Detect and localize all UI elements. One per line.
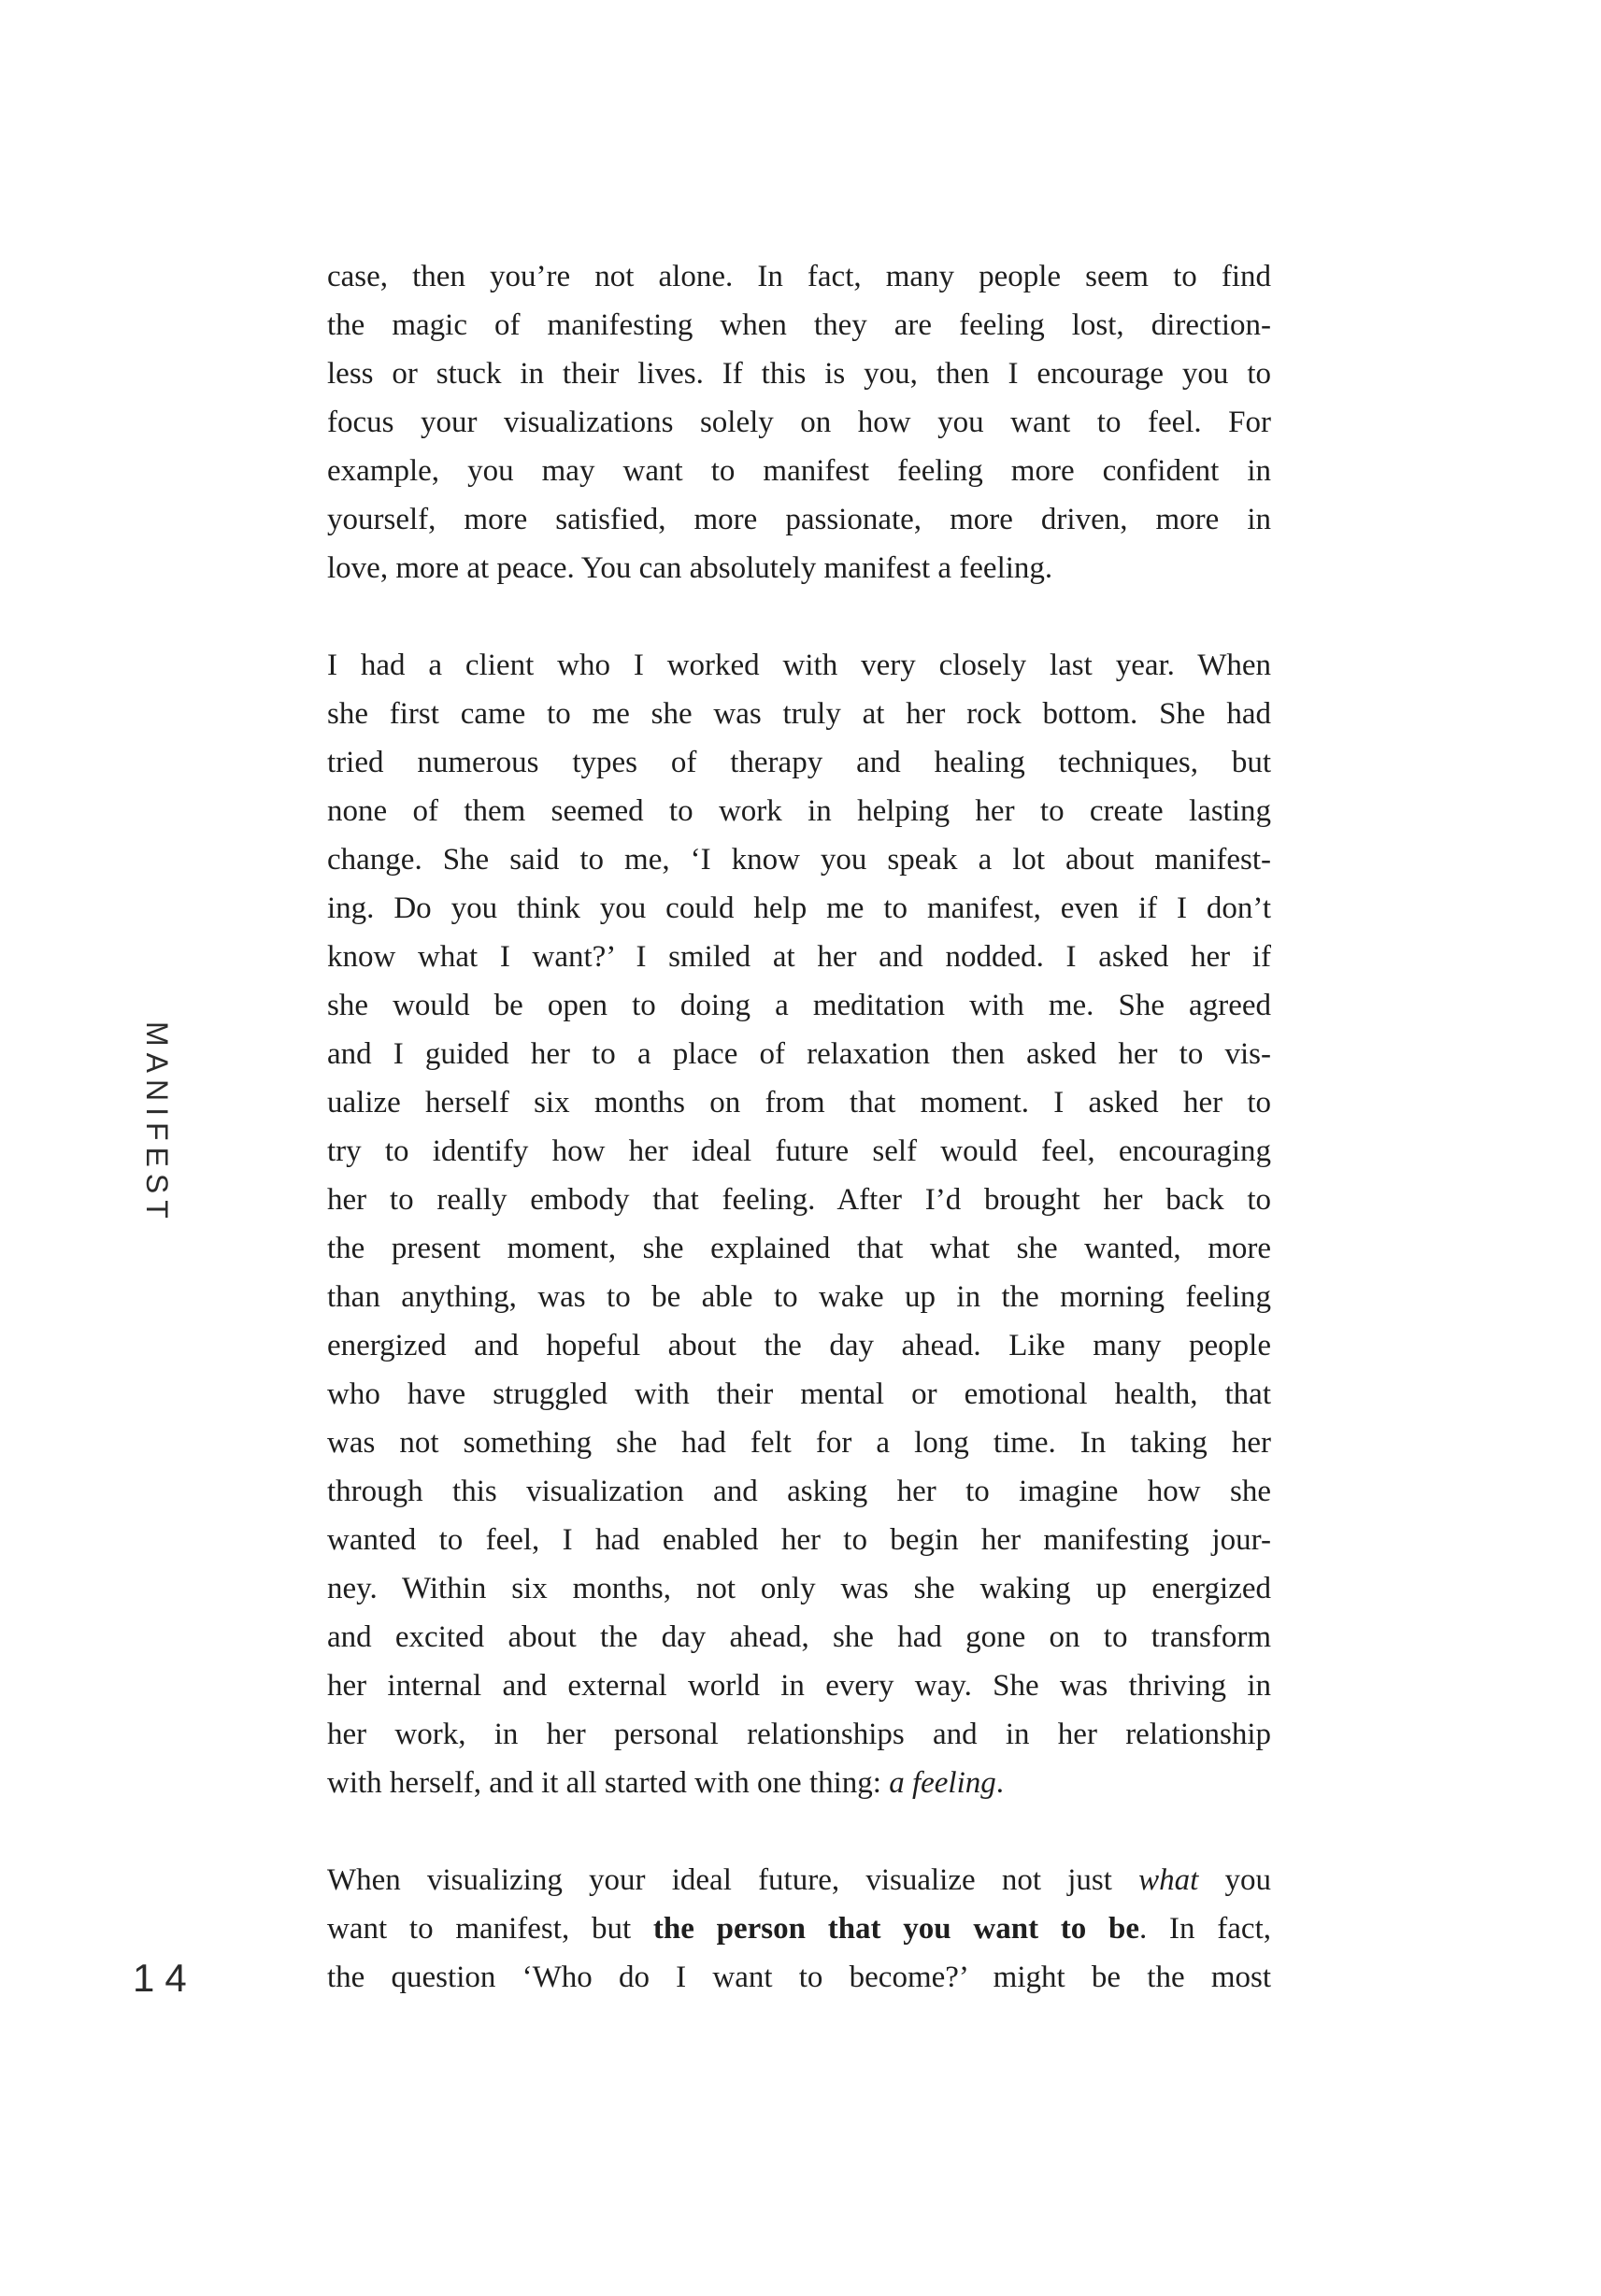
text-segment: she would be open to doing a meditation with me. She agreed [327,989,1271,1022]
text-line [327,835,1271,884]
text-segment: you [1198,1863,1272,1897]
text-segment: and I guided her to a place of relaxation then asked her to vis- [327,1037,1271,1071]
text-segment: example, you may want to manifest feeling more confident in [327,454,1271,488]
text-segment: through this visualization and asking her to imagine how she [327,1475,1271,1508]
text-line [327,981,1271,1030]
text-line [327,1564,1271,1613]
page-number: 14 [133,1956,197,2000]
text-line [327,884,1271,933]
text-line [327,349,1271,398]
text-segment: try to identify how her ideal future self would feel, encouraging [327,1134,1271,1168]
text-line [327,787,1271,835]
text-segment: know what I want?’ I smiled at her and nodded. I asked her if [327,940,1271,974]
text-segment: less or stuck in their lives. If this is you, then I encourage you to [327,357,1271,391]
italic-text: a feeling [889,1766,996,1800]
text-line [327,495,1271,544]
text-line [327,398,1271,447]
text-line [327,1613,1271,1661]
text-segment: want to manifest, but [327,1912,653,1946]
text-line [327,1904,1271,1953]
text-segment: the present moment, she explained that what she wanted, more [327,1232,1271,1265]
paragraph [327,1856,1271,2002]
text-line [327,1759,1271,1807]
text-line [327,641,1271,690]
text-line [327,933,1271,981]
text-segment: wanted to feel, I had enabled her to begin her manifesting jour- [327,1523,1271,1557]
text-segment: change. She said to me, ‘I know you speak a lot about manifest- [327,843,1271,877]
text-segment: tried numerous types of therapy and healing techniques, but [327,746,1271,779]
text-segment: ing. Do you think you could help me to manifest, even if I don’t [327,891,1271,925]
spine-title: MANIFEST [140,1021,174,1225]
text-line [327,1419,1271,1467]
body-text [327,252,1271,2002]
text-line [327,1516,1271,1564]
text-line [327,544,1271,592]
text-segment: energized and hopeful about the day ahead. Like many people [327,1329,1271,1362]
text-segment: focus your visualizations solely on how you want to feel. For [327,406,1271,439]
text-segment: I had a client who I worked with very closely last year. When [327,649,1271,682]
text-line [327,447,1271,495]
text-line [327,252,1271,301]
text-line [327,1953,1271,2002]
text-segment: she first came to me she was truly at her rock bottom. She had [327,697,1271,731]
text-segment: none of them seemed to work in helping her to create lasting [327,794,1271,828]
text-segment: case, then you’re not alone. In fact, many people seem to find [327,260,1271,293]
text-line [327,301,1271,349]
text-segment: When visualizing your ideal future, visualize not just [327,1863,1139,1897]
text-segment: . In fact, [1139,1912,1271,1946]
text-line [327,1467,1271,1516]
text-segment: her to really embody that feeling. After I’d brought her back to [327,1183,1271,1217]
text-line [327,1321,1271,1370]
italic-text: what [1138,1863,1199,1897]
text-segment: who have struggled with their mental or emotional health, that [327,1377,1271,1411]
text-line [327,1273,1271,1321]
text-segment: the magic of manifesting when they are feeling lost, direction- [327,308,1271,342]
text-segment: ualize herself six months on from that moment. I asked her to [327,1086,1271,1119]
text-line [327,690,1271,738]
text-segment: the question ‘Who do I want to become?’ might be the most [327,1961,1271,1994]
text-segment: her internal and external world in every way. She was thriving in [327,1669,1271,1703]
text-line [327,738,1271,787]
text-line [327,1856,1271,1904]
text-segment: with herself, and it all started with one thing: [327,1766,890,1800]
text-segment: ney. Within six months, not only was she waking up energized [327,1572,1271,1605]
text-line [327,1127,1271,1176]
text-segment: . [995,1766,1005,1800]
text-line [327,1030,1271,1078]
bold-text: the person that you want to be [652,1912,1140,1946]
text-segment: and excited about the day ahead, she had gone on to transform [327,1620,1271,1654]
text-line [327,1370,1271,1419]
text-line [327,1078,1271,1127]
text-segment: than anything, was to be able to wake up in the morning feeling [327,1280,1271,1314]
paragraph [327,252,1271,592]
text-line [327,1710,1271,1759]
text-segment: her work, in her personal relationships and in her relationship [327,1718,1271,1751]
paragraph [327,641,1271,1807]
text-segment: yourself, more satisfied, more passionate, more driven, more in [327,503,1271,536]
text-line [327,1176,1271,1224]
text-segment: love, more at peace. You can absolutely manifest a feeling. [327,551,1053,585]
text-line [327,1224,1271,1273]
text-segment: was not something she had felt for a long time. In taking her [327,1426,1271,1460]
text-line [327,1661,1271,1710]
